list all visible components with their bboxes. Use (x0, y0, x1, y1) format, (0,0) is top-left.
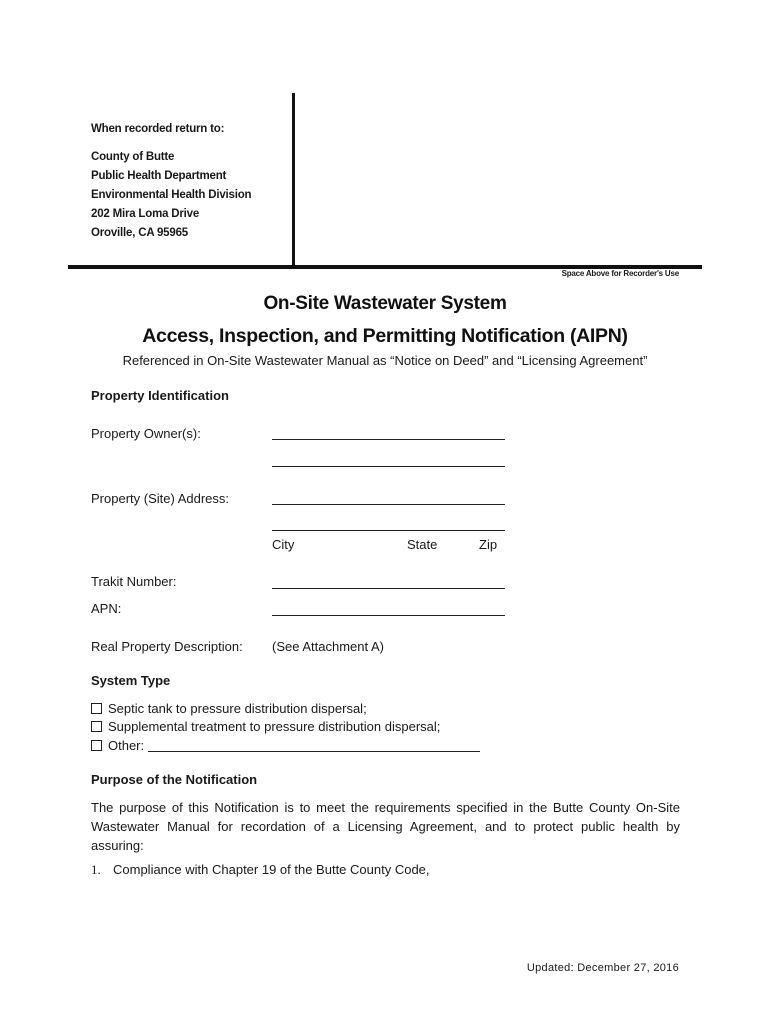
list-item (91, 862, 430, 878)
property-owner-field-1[interactable] (272, 439, 505, 440)
option-supplemental-treatment[interactable] (91, 719, 440, 734)
option-label: Other: (108, 738, 145, 753)
option-septic-tank[interactable] (91, 701, 367, 716)
apn-label: APN: (91, 601, 122, 616)
address-line: Environmental Health Division (91, 189, 252, 201)
return-address (91, 148, 251, 243)
trakit-number-label: Trakit Number: (91, 574, 177, 589)
property-owner-field-2[interactable] (272, 466, 505, 467)
trakit-number-field[interactable] (272, 588, 505, 589)
purpose-heading: Purpose of the Notification (91, 772, 258, 787)
return-to-label: When recorded return to: (91, 123, 225, 135)
list-item-text: Compliance with Chapter 19 of the Butte County Code, (113, 862, 430, 877)
real-property-description-label: Real Property Description: (91, 639, 243, 654)
document-title-line1: On-Site Wastewater System (263, 293, 507, 314)
option-label: Supplemental treatment to pressure distribution dispersal; (108, 719, 441, 734)
city-label: City (272, 537, 295, 552)
address-line: 202 Mira Loma Drive (91, 208, 200, 220)
list-item-number: 1. (91, 862, 101, 877)
zip-label: Zip (479, 537, 498, 552)
site-address-field-2[interactable] (272, 530, 505, 531)
site-address-field-1[interactable] (272, 504, 505, 505)
checkbox-icon[interactable] (91, 703, 102, 714)
address-line: Public Health Department (91, 170, 227, 182)
checkbox-icon[interactable] (91, 740, 102, 751)
option-other[interactable] (91, 738, 480, 753)
purpose-paragraph: The purpose of this Notification is to meet the requirements specified in the Butte County On-Site Wastewater Manual for recordation of a Licensing Agreement, and to protect public health by assuring: (91, 800, 680, 853)
updated-date: Updated: December 27, 2016 (526, 962, 679, 974)
address-line: Oroville, CA 95965 (91, 227, 188, 239)
checkbox-icon[interactable] (91, 721, 102, 732)
other-field[interactable] (148, 739, 480, 752)
apn-field[interactable] (272, 615, 505, 616)
document-title-line2: Access, Inspection, and Permitting Notification (AIPN) (142, 325, 628, 347)
site-address-label: Property (Site) Address: (91, 491, 229, 506)
system-type-heading: System Type (91, 673, 171, 688)
property-owner-label: Property Owner(s): (91, 426, 201, 441)
document-subtitle: Referenced in On-Site Wastewater Manual as “Notice on Deed” and “Licensing Agreement” (122, 353, 648, 368)
recorder-space-label: Space Above for Recorder's Use (561, 269, 679, 278)
real-property-description-value: (See Attachment A) (272, 639, 385, 654)
state-label: State (407, 537, 438, 552)
address-line: County of Butte (91, 151, 175, 163)
property-identification-heading: Property Identification (91, 388, 229, 403)
option-label: Septic tank to pressure distribution dispersal; (108, 701, 367, 716)
vertical-divider (292, 93, 295, 268)
